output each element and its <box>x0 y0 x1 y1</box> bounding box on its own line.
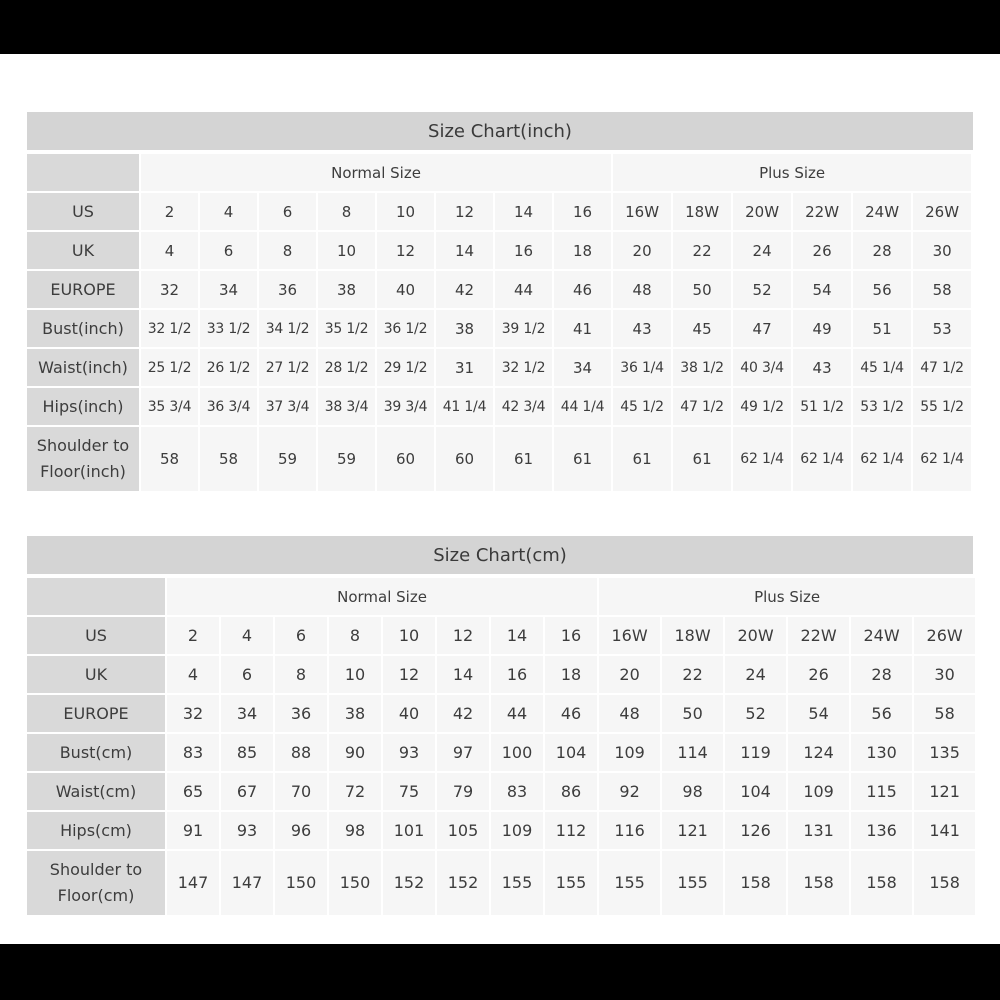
size-cell: 40 <box>377 271 434 308</box>
size-cell: 61 <box>495 427 552 491</box>
size-cell: 44 <box>495 271 552 308</box>
row-label: Hips(cm) <box>27 812 165 849</box>
size-cell: 58 <box>200 427 257 491</box>
size-cell: 18 <box>545 656 597 693</box>
row-label: Shoulder to Floor(cm) <box>27 851 165 915</box>
size-cell: 44 1/4 <box>554 388 611 425</box>
size-cell: 32 1/2 <box>495 349 552 386</box>
size-cell: 44 <box>491 695 543 732</box>
size-cell: 28 1/2 <box>318 349 375 386</box>
size-cell: 12 <box>383 656 435 693</box>
size-cell: 124 <box>788 734 849 771</box>
row-label: Waist(inch) <box>27 349 139 386</box>
size-cell: 41 1/4 <box>436 388 493 425</box>
size-cell: 112 <box>545 812 597 849</box>
size-cell: 26 <box>788 656 849 693</box>
size-cell: 51 <box>853 310 911 347</box>
size-cell: 49 1/2 <box>733 388 791 425</box>
size-cell: 26 <box>793 232 851 269</box>
size-cell: 33 1/2 <box>200 310 257 347</box>
size-cell: 62 1/4 <box>733 427 791 491</box>
size-cell: 62 1/4 <box>913 427 971 491</box>
size-cell: 155 <box>599 851 660 915</box>
size-cell: 155 <box>491 851 543 915</box>
size-cell: 109 <box>788 773 849 810</box>
size-cell: 22 <box>673 232 731 269</box>
size-cell: 25 1/2 <box>141 349 198 386</box>
size-cell: 70 <box>275 773 327 810</box>
table-row <box>27 271 971 308</box>
row-label: Waist(cm) <box>27 773 165 810</box>
size-cell: 43 <box>793 349 851 386</box>
size-cell: 50 <box>673 271 731 308</box>
size-cell: 152 <box>437 851 489 915</box>
size-cell: 12 <box>437 617 489 654</box>
size-cell: 6 <box>275 617 327 654</box>
size-cell: 53 1/2 <box>853 388 911 425</box>
size-cell: 14 <box>491 617 543 654</box>
table-row <box>27 812 975 849</box>
size-cell: 46 <box>554 271 611 308</box>
size-cell: 40 <box>383 695 435 732</box>
row-label: EUROPE <box>27 695 165 732</box>
size-cell: 72 <box>329 773 381 810</box>
size-cell: 22 <box>662 656 723 693</box>
size-cell: 61 <box>673 427 731 491</box>
size-cell: 30 <box>914 656 975 693</box>
size-cell: 26W <box>913 193 971 230</box>
row-label: US <box>27 617 165 654</box>
size-cell: 4 <box>221 617 273 654</box>
row-label: UK <box>27 656 165 693</box>
size-cell: 150 <box>275 851 327 915</box>
size-cell: 40 3/4 <box>733 349 791 386</box>
size-cell: 58 <box>141 427 198 491</box>
size-cell: 36 3/4 <box>200 388 257 425</box>
size-cell: 130 <box>851 734 912 771</box>
size-cell: 56 <box>851 695 912 732</box>
size-cell: 155 <box>545 851 597 915</box>
size-cell: 152 <box>383 851 435 915</box>
size-cell: 115 <box>851 773 912 810</box>
size-cell: 58 <box>913 271 971 308</box>
size-cell: 54 <box>793 271 851 308</box>
size-cell: 51 1/2 <box>793 388 851 425</box>
size-cell: 75 <box>383 773 435 810</box>
size-cell: 38 3/4 <box>318 388 375 425</box>
size-cell: 83 <box>167 734 219 771</box>
size-cell: 47 1/2 <box>673 388 731 425</box>
size-cell: 147 <box>221 851 273 915</box>
size-cell: 141 <box>914 812 975 849</box>
size-cell: 36 <box>259 271 316 308</box>
size-cell: 131 <box>788 812 849 849</box>
size-cell: 93 <box>383 734 435 771</box>
table-row <box>27 193 971 230</box>
size-cell: 83 <box>491 773 543 810</box>
row-label: Bust(cm) <box>27 734 165 771</box>
size-cell: 26 1/2 <box>200 349 257 386</box>
size-cell: 20W <box>725 617 786 654</box>
size-cell: 61 <box>554 427 611 491</box>
table-row <box>27 232 971 269</box>
size-cell: 38 <box>318 271 375 308</box>
size-cell: 54 <box>788 695 849 732</box>
chart-title: Size Chart(inch) <box>27 112 973 150</box>
size-cell: 14 <box>495 193 552 230</box>
corner-cell <box>27 154 139 191</box>
size-cell: 34 1/2 <box>259 310 316 347</box>
size-cell: 22W <box>793 193 851 230</box>
plus-size-header: Plus Size <box>599 578 975 615</box>
size-cell: 135 <box>914 734 975 771</box>
size-cell: 20 <box>599 656 660 693</box>
size-cell: 8 <box>275 656 327 693</box>
size-cell: 16W <box>599 617 660 654</box>
size-cell: 46 <box>545 695 597 732</box>
size-cell: 158 <box>851 851 912 915</box>
size-cell: 47 <box>733 310 791 347</box>
row-label: Shoulder to Floor(inch) <box>27 427 139 491</box>
size-cell: 24W <box>853 193 911 230</box>
size-cell: 121 <box>662 812 723 849</box>
size-table <box>25 576 977 917</box>
size-chart-cm <box>27 536 973 917</box>
size-cell: 62 1/4 <box>793 427 851 491</box>
size-cell: 14 <box>437 656 489 693</box>
size-cell: 97 <box>437 734 489 771</box>
size-cell: 59 <box>318 427 375 491</box>
size-cell: 6 <box>259 193 316 230</box>
chart-title: Size Chart(cm) <box>27 536 973 574</box>
size-cell: 85 <box>221 734 273 771</box>
size-cell: 98 <box>662 773 723 810</box>
table-row <box>27 695 975 732</box>
size-cell: 52 <box>725 695 786 732</box>
size-cell: 126 <box>725 812 786 849</box>
size-cell: 36 1/2 <box>377 310 434 347</box>
row-label: US <box>27 193 139 230</box>
table-row <box>27 617 975 654</box>
size-cell: 136 <box>851 812 912 849</box>
size-cell: 86 <box>545 773 597 810</box>
size-cell: 16 <box>554 193 611 230</box>
size-cell: 36 1/4 <box>613 349 671 386</box>
size-cell: 8 <box>329 617 381 654</box>
size-rows <box>27 617 975 915</box>
size-cell: 104 <box>725 773 786 810</box>
size-cell: 26W <box>914 617 975 654</box>
size-cell: 30 <box>913 232 971 269</box>
size-cell: 79 <box>437 773 489 810</box>
size-cell: 39 1/2 <box>495 310 552 347</box>
size-cell: 45 1/2 <box>613 388 671 425</box>
size-cell: 37 3/4 <box>259 388 316 425</box>
size-cell: 109 <box>599 734 660 771</box>
size-cell: 62 1/4 <box>853 427 911 491</box>
size-cell: 91 <box>167 812 219 849</box>
size-cell: 92 <box>599 773 660 810</box>
table-row <box>27 310 971 347</box>
size-cell: 34 <box>554 349 611 386</box>
size-cell: 45 <box>673 310 731 347</box>
size-cell: 158 <box>788 851 849 915</box>
size-cell: 41 <box>554 310 611 347</box>
row-label: Bust(inch) <box>27 310 139 347</box>
size-cell: 22W <box>788 617 849 654</box>
group-header-row <box>27 154 971 191</box>
size-cell: 96 <box>275 812 327 849</box>
plus-size-header: Plus Size <box>613 154 971 191</box>
size-cell: 32 1/2 <box>141 310 198 347</box>
size-cell: 16 <box>491 656 543 693</box>
size-cell: 8 <box>259 232 316 269</box>
size-chart-inch <box>27 112 973 493</box>
size-cell: 4 <box>141 232 198 269</box>
size-cell: 10 <box>318 232 375 269</box>
size-cell: 20W <box>733 193 791 230</box>
size-cell: 42 3/4 <box>495 388 552 425</box>
table-row <box>27 656 975 693</box>
size-cell: 36 <box>275 695 327 732</box>
size-cell: 16 <box>545 617 597 654</box>
size-cell: 52 <box>733 271 791 308</box>
size-cell: 147 <box>167 851 219 915</box>
size-cell: 114 <box>662 734 723 771</box>
size-cell: 61 <box>613 427 671 491</box>
size-cell: 155 <box>662 851 723 915</box>
size-cell: 116 <box>599 812 660 849</box>
size-cell: 6 <box>221 656 273 693</box>
size-cell: 29 1/2 <box>377 349 434 386</box>
size-cell: 101 <box>383 812 435 849</box>
size-cell: 121 <box>914 773 975 810</box>
size-cell: 24 <box>725 656 786 693</box>
size-cell: 38 1/2 <box>673 349 731 386</box>
size-cell: 8 <box>318 193 375 230</box>
table-row <box>27 349 971 386</box>
size-cell: 6 <box>200 232 257 269</box>
size-cell: 38 <box>329 695 381 732</box>
table-row <box>27 427 971 491</box>
corner-cell <box>27 578 165 615</box>
size-cell: 18W <box>662 617 723 654</box>
page-canvas <box>0 54 1000 944</box>
size-cell: 65 <box>167 773 219 810</box>
size-cell: 50 <box>662 695 723 732</box>
size-cell: 28 <box>853 232 911 269</box>
size-cell: 49 <box>793 310 851 347</box>
size-cell: 35 3/4 <box>141 388 198 425</box>
size-cell: 10 <box>383 617 435 654</box>
row-label: EUROPE <box>27 271 139 308</box>
size-cell: 18 <box>554 232 611 269</box>
size-cell: 104 <box>545 734 597 771</box>
size-cell: 98 <box>329 812 381 849</box>
size-cell: 32 <box>167 695 219 732</box>
size-cell: 34 <box>221 695 273 732</box>
size-cell: 27 1/2 <box>259 349 316 386</box>
size-cell: 90 <box>329 734 381 771</box>
size-cell: 16 <box>495 232 552 269</box>
size-cell: 31 <box>436 349 493 386</box>
size-cell: 158 <box>914 851 975 915</box>
size-cell: 43 <box>613 310 671 347</box>
size-cell: 67 <box>221 773 273 810</box>
size-cell: 4 <box>167 656 219 693</box>
size-rows <box>27 193 971 491</box>
size-cell: 20 <box>613 232 671 269</box>
size-cell: 2 <box>141 193 198 230</box>
group-header-row <box>27 578 975 615</box>
size-cell: 39 3/4 <box>377 388 434 425</box>
size-cell: 38 <box>436 310 493 347</box>
size-cell: 48 <box>613 271 671 308</box>
size-cell: 42 <box>436 271 493 308</box>
size-cell: 10 <box>329 656 381 693</box>
size-cell: 105 <box>437 812 489 849</box>
size-cell: 24 <box>733 232 791 269</box>
size-cell: 93 <box>221 812 273 849</box>
size-cell: 48 <box>599 695 660 732</box>
normal-size-header: Normal Size <box>167 578 597 615</box>
size-cell: 150 <box>329 851 381 915</box>
size-table <box>25 152 973 493</box>
size-cell: 88 <box>275 734 327 771</box>
size-cell: 58 <box>914 695 975 732</box>
size-cell: 59 <box>259 427 316 491</box>
size-cell: 56 <box>853 271 911 308</box>
table-row <box>27 773 975 810</box>
size-cell: 47 1/2 <box>913 349 971 386</box>
size-cell: 4 <box>200 193 257 230</box>
normal-size-header: Normal Size <box>141 154 611 191</box>
size-cell: 158 <box>725 851 786 915</box>
table-row <box>27 851 975 915</box>
size-cell: 109 <box>491 812 543 849</box>
size-cell: 100 <box>491 734 543 771</box>
size-cell: 34 <box>200 271 257 308</box>
size-cell: 18W <box>673 193 731 230</box>
table-row <box>27 734 975 771</box>
size-cell: 12 <box>436 193 493 230</box>
size-cell: 16W <box>613 193 671 230</box>
size-cell: 32 <box>141 271 198 308</box>
table-row <box>27 388 971 425</box>
size-cell: 35 1/2 <box>318 310 375 347</box>
size-cell: 53 <box>913 310 971 347</box>
size-cell: 119 <box>725 734 786 771</box>
size-cell: 28 <box>851 656 912 693</box>
size-cell: 10 <box>377 193 434 230</box>
size-cell: 42 <box>437 695 489 732</box>
size-cell: 2 <box>167 617 219 654</box>
size-cell: 55 1/2 <box>913 388 971 425</box>
size-cell: 12 <box>377 232 434 269</box>
size-cell: 24W <box>851 617 912 654</box>
size-cell: 60 <box>436 427 493 491</box>
size-cell: 60 <box>377 427 434 491</box>
size-cell: 45 1/4 <box>853 349 911 386</box>
row-label: Hips(inch) <box>27 388 139 425</box>
row-label: UK <box>27 232 139 269</box>
size-cell: 14 <box>436 232 493 269</box>
